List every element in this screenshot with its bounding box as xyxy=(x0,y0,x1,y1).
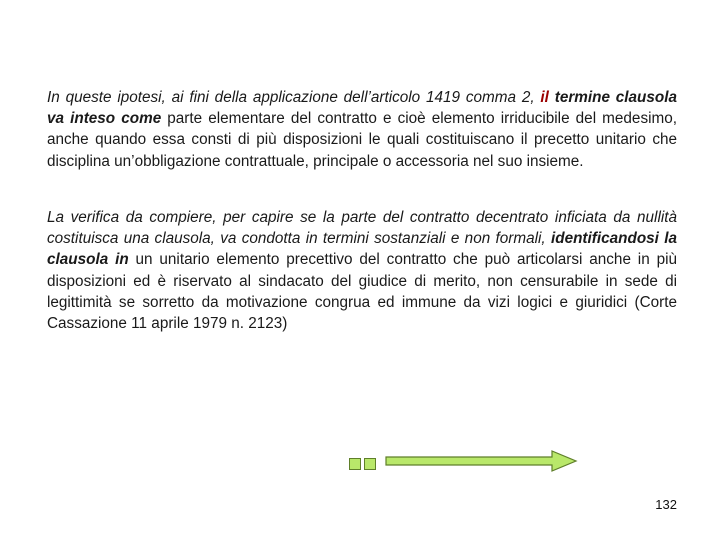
nav-next-button[interactable] xyxy=(364,458,376,470)
p2-body: un unitario elemento precettivo del contratto che può articolarsi anche in più disposizioni ed è riservato al sindacato del giudice di merito, non censurabile in sede di legittimità se sorretto da motivazione congrua ed immune da vizi logici e giuridici (Corte Cassazione 11 aprile 1979 n. 2123) xyxy=(47,251,677,333)
p2-italic-intro: La verifica da compiere, per capire se la parte del contratto decentrato inficiata da nullità costituisca una clausola, va condotta in termini sostanziali e non formali, xyxy=(47,209,677,248)
page-number: 132 xyxy=(655,497,677,512)
p2-emphasis-clause: identificandosi la clausola in xyxy=(47,230,677,269)
p1-emphasis-il: il xyxy=(540,89,549,106)
paragraph-2 xyxy=(47,207,677,334)
p1-italic-intro: In queste ipotesi, ai fini della applicazione dell’articolo 1419 comma 2, xyxy=(47,89,541,106)
p1-emphasis-term: termine clausola va inteso come xyxy=(47,89,678,128)
p1-body: parte elementare del contratto e cioè elemento irriducibile del medesimo, anche quando essa consti di più disposizioni le quali costituiscano il precetto unitario che disciplina un’obbligazione contrattuale, principale o accessoria nel suo insieme. xyxy=(47,110,677,170)
paragraph-1 xyxy=(47,87,677,172)
nav-prev-button[interactable] xyxy=(349,458,361,470)
right-arrow-icon[interactable] xyxy=(384,448,580,474)
